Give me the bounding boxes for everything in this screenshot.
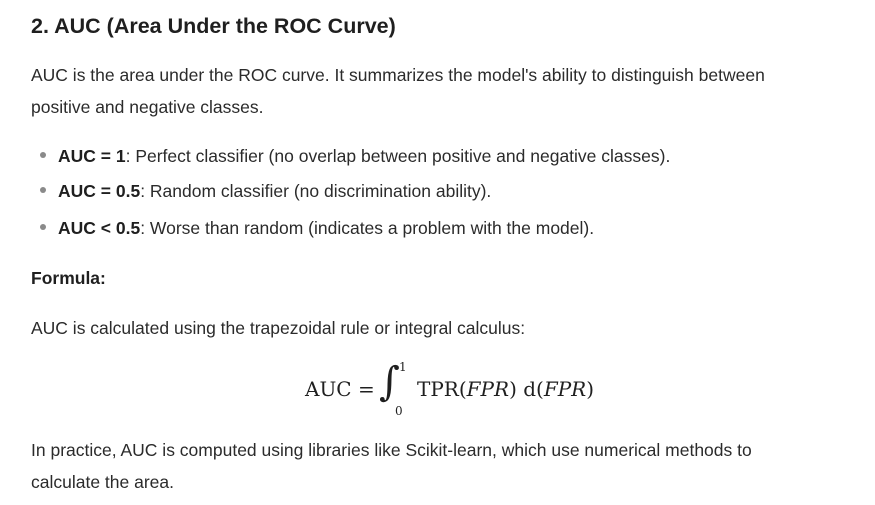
formula-lhs: AUC = (305, 377, 375, 401)
bullet-desc: : Random classifier (no discrimination ability). (140, 181, 492, 201)
practice-line-1: In practice, AUC is computed using libraries like Scikit-learn, which use numerical methods to (31, 440, 752, 460)
bullet-desc: : Perfect classifier (no overlap between positive and negative classes). (125, 146, 671, 166)
bullet-icon (40, 224, 46, 230)
formula-label: Formula: (31, 268, 106, 288)
bullet-icon (40, 152, 46, 158)
list-item (40, 179, 491, 203)
calc-text: AUC is calculated using the trapezoidal rule or integral calculus: (31, 318, 526, 338)
bullet-icon (40, 187, 46, 193)
bullet-term: AUC < 0.5 (58, 218, 141, 238)
integral-sign: ∫ (379, 359, 400, 405)
bullet-desc: : Worse than random (indicates a problem with the model). (140, 218, 595, 238)
bullet-term: AUC = 0.5 (58, 181, 141, 201)
auc-formula (305, 360, 625, 420)
section-heading: 2. AUC (Area Under the ROC Curve) (31, 14, 396, 38)
formula-rhs: TPR(FPR) d(FPR) (417, 377, 595, 401)
list-item (40, 144, 670, 168)
integral-lower-limit: 0 (395, 404, 403, 418)
bullet-term: AUC = 1 (58, 146, 126, 166)
intro-line-1: AUC is the area under the ROC curve. It summarizes the model's ability to distinguish between (31, 65, 765, 85)
integral-upper-limit: 1 (399, 360, 407, 374)
list-item (40, 216, 594, 240)
intro-line-2: positive and negative classes. (31, 97, 264, 117)
practice-line-2: calculate the area. (31, 472, 175, 492)
